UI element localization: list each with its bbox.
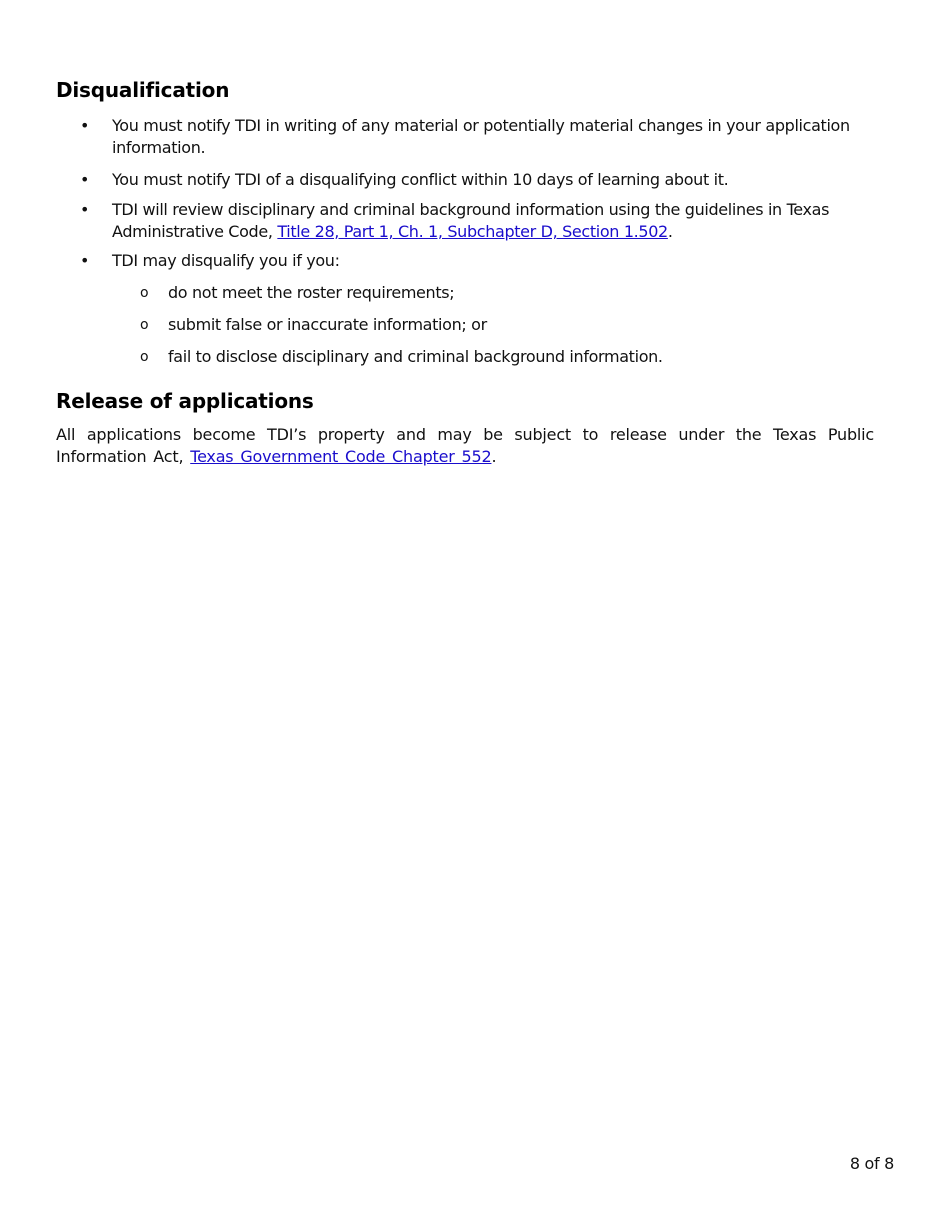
section-heading-disqualification: Disqualification	[56, 78, 230, 102]
bullet-icon: •	[80, 116, 90, 135]
sub-list-item-text: fail to disclose disciplinary and criminal background information.	[168, 347, 663, 366]
bullet-icon: •	[80, 251, 90, 270]
circle-bullet-icon: o	[140, 317, 149, 333]
release-text-before: All applications become TDI’s property and may be subject to release under the Texas Public Information Act,	[56, 425, 874, 466]
bullet-icon: •	[80, 170, 90, 189]
list-item-text: You must notify TDI of a disqualifying conflict within 10 days of learning about it.	[112, 170, 729, 189]
section-heading-release: Release of applications	[56, 389, 314, 413]
sub-list-item-text: submit false or inaccurate information; or	[168, 315, 487, 334]
page-number: 8 of 8	[849, 1154, 894, 1173]
release-text-after: .	[491, 447, 497, 466]
list-item-text: You must notify TDI in writing of any material or potentially material changes in your application information.	[112, 116, 850, 157]
circle-bullet-icon: o	[140, 349, 149, 365]
list-item-text	[112, 199, 852, 243]
tac-section-link[interactable]: Title 28, Part 1, Ch. 1, Subchapter D, Section 1.502	[277, 222, 668, 241]
list-item-text-before: TDI will review disciplinary and criminal background information using the guidelines in Texas Administrative Code,	[112, 200, 830, 241]
government-code-link[interactable]: Texas Government Code Chapter 552	[190, 447, 492, 466]
circle-bullet-icon: o	[140, 285, 149, 301]
list-item-text-after: .	[667, 222, 673, 241]
list-item-text: TDI may disqualify you if you:	[112, 251, 340, 270]
release-paragraph	[56, 424, 874, 468]
sub-list-item-text: do not meet the roster requirements;	[168, 283, 455, 302]
bullet-icon: •	[80, 200, 90, 219]
